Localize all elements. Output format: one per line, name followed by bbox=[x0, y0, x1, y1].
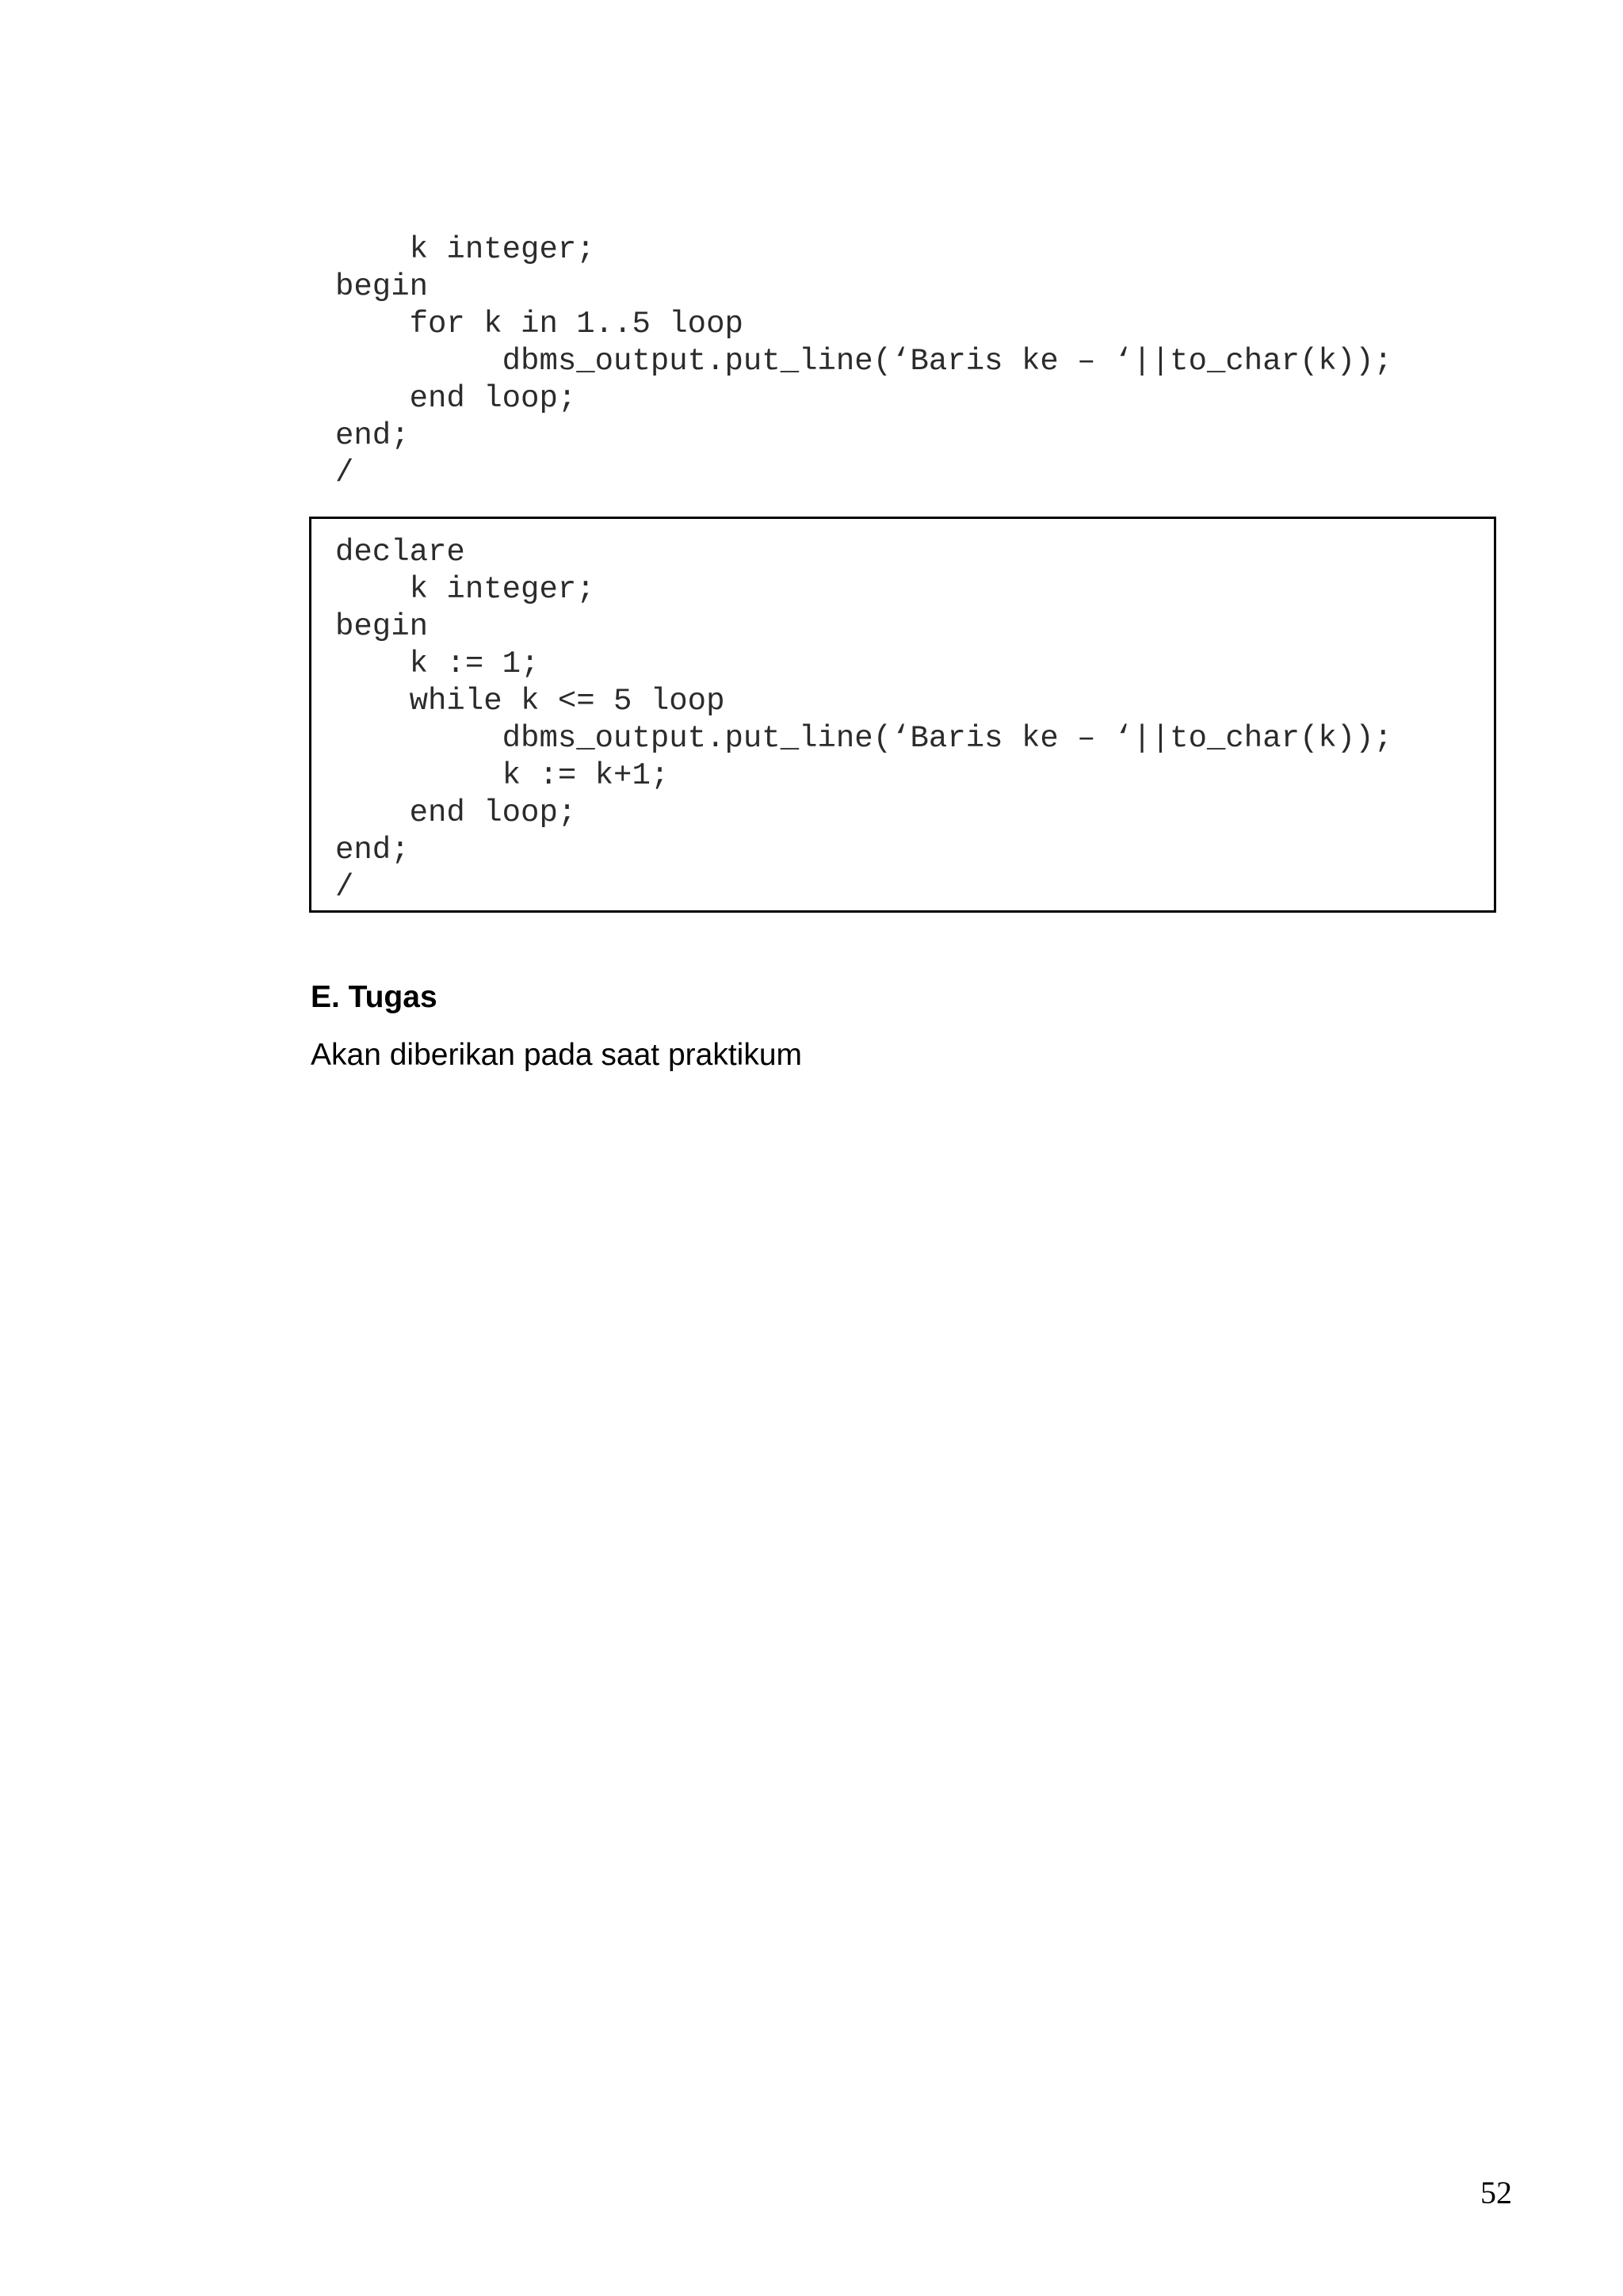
code-line: k integer; bbox=[335, 572, 595, 607]
code-box-while-loop bbox=[309, 517, 1496, 913]
code-line: k := k+1; bbox=[335, 758, 670, 793]
code-line: k := 1; bbox=[335, 646, 540, 681]
code-line: k integer; bbox=[335, 232, 595, 267]
code-line: end; bbox=[335, 833, 410, 868]
code-line: / bbox=[335, 870, 354, 905]
code-line: dbms_output.put_line(‘Baris ke – ‘||to_char(k)); bbox=[335, 344, 1393, 379]
code-line: while k <= 5 loop bbox=[335, 684, 725, 719]
code-line: end loop; bbox=[335, 795, 577, 830]
code-line: end; bbox=[335, 418, 410, 453]
code-line: dbms_output.put_line(‘Baris ke – ‘||to_char(k)); bbox=[335, 721, 1393, 756]
page-number: 52 bbox=[1480, 2175, 1512, 2210]
section-heading: E. Tugas bbox=[311, 980, 437, 1014]
code-snippet-for-loop bbox=[309, 231, 1496, 492]
code-line: / bbox=[335, 456, 354, 490]
code-line: declare bbox=[335, 535, 465, 570]
code-line: begin bbox=[335, 269, 429, 304]
code-line: end loop; bbox=[335, 381, 577, 416]
section-body-text: Akan diberikan pada saat praktikum bbox=[311, 1038, 803, 1072]
code-line: begin bbox=[335, 609, 429, 644]
code-line: for k in 1..5 loop bbox=[335, 307, 743, 341]
